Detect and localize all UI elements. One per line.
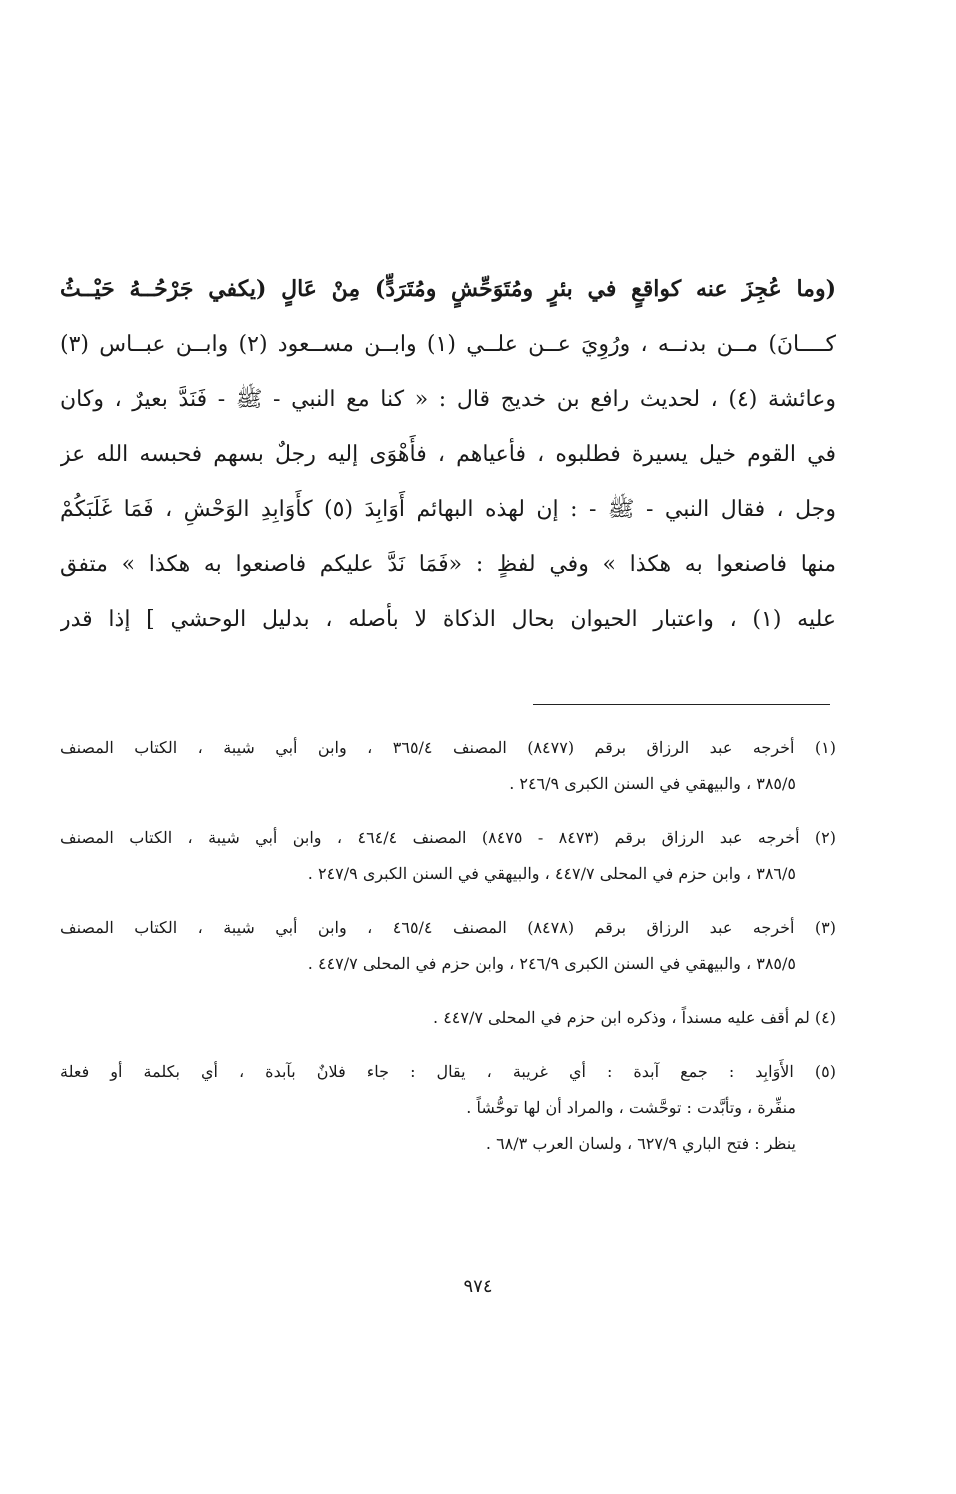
- footnote-line: ينظر : فتح الباري ٦٢٧/٩ ، ولسان العرب ٦٨/٣ .: [485, 1134, 796, 1153]
- main-text-line: منها فاصنعوا به هكذا » وفي لفظٍ : «فَمَا نَدَّ عليكم فاصنعوا به هكذا » متفق: [60, 552, 836, 577]
- footnote-3: [60, 910, 836, 982]
- footnote-line: (٥) الأَوَابِد : جمع آبدة : أي غريبة ، يقال : جاء فلانٌ بآبدة ، أي بكلمة أو فعلة: [60, 1062, 836, 1081]
- footnote-separator: [533, 704, 830, 705]
- footnote-line: (٣) أخرجه عبد الرزاق برقم (٨٤٧٨) المصنف ٤٦٥/٤ ، وابن أبي شيبة ، الكتاب المصنف: [60, 918, 836, 937]
- main-text-line: كــــانَ) مــن بدنــه ، ورُوِيَ عــن علــي (١) وابــن مســعود (٢) وابــن عبــاس (٣): [60, 332, 836, 357]
- footnote-line: ٣٨٥/٥ ، والبيهقي في السنن الكبرى ٢٤٦/٩ ، وابن حزم في المحلى ٤٤٧/٧ .: [307, 954, 796, 973]
- footnotes-block: [60, 730, 836, 1180]
- footnote-2: [60, 820, 836, 892]
- page-number: ٩٧٤: [463, 1276, 493, 1297]
- footnote-line: ٣٨٦/٥ ، وابن حزم في المحلى ٤٤٧/٧ ، والبيهقي في السنن الكبرى ٢٤٧/٩ .: [307, 864, 796, 883]
- footnote-line: (١) أخرجه عبد الرزاق برقم (٨٤٧٧) المصنف ٣٦٥/٤ ، وابن أبي شيبة ، الكتاب المصنف: [60, 738, 836, 757]
- main-text-line: (وما عُجِزَ عنه كواقعٍ في بئرٍ ومُتَوَحِّشٍ ومُتَرَدٍّ) مِنْ عَالٍ (يكفي جَرْحُــهُ حَيْــثُ: [60, 276, 836, 302]
- main-text-line: وعائشة (٤) ، لحديث رافع بن خديج قال : « كنا مع النبي - ﷺ - فَنَدَّ بعيرٌ ، وكان: [60, 387, 836, 412]
- footnote-1: [60, 730, 836, 802]
- footnote-line: منفِّرة ، وتأبَّدت : توحَّشت ، والمراد أن لها توحُّشاً .: [466, 1098, 796, 1117]
- footnote-line: (٤) لم أقف عليه مسنداً ، وذكره ابن حزم في المحلى ٤٤٧/٧ .: [433, 1008, 836, 1027]
- footnote-line: (٢) أخرجه عبد الرزاق برقم (٨٤٧٣ - ٨٤٧٥) المصنف ٤٦٤/٤ ، وابن أبي شيبة ، الكتاب المصنف: [60, 828, 836, 847]
- footnote-4: [60, 1000, 836, 1036]
- footnote-5: [60, 1054, 836, 1162]
- footnote-line: ٣٨٥/٥ ، والبيهقي في السنن الكبرى ٢٤٦/٩ .: [509, 774, 796, 793]
- main-text-line: في القوم خيل يسيرة فطلبوه ، فأعياهم ، فأَهْوَى إليه رجلٌ بسهم فحبسه الله عز: [60, 442, 836, 467]
- main-text-line: وجل ، فقال النبي - ﷺ - : إن لهذه البهائم أَوَابِدَ (٥) كأَوَابِدِ الوَحْشِ ، فَمَا غَلَبَكُمْ: [60, 497, 836, 522]
- main-text-line: عليه (١) ، واعتبار الحيوان بحال الذكاة لا بأصله ، بدليل الوحشي ] إذا قدر: [60, 607, 836, 632]
- main-text-block: [60, 262, 836, 647]
